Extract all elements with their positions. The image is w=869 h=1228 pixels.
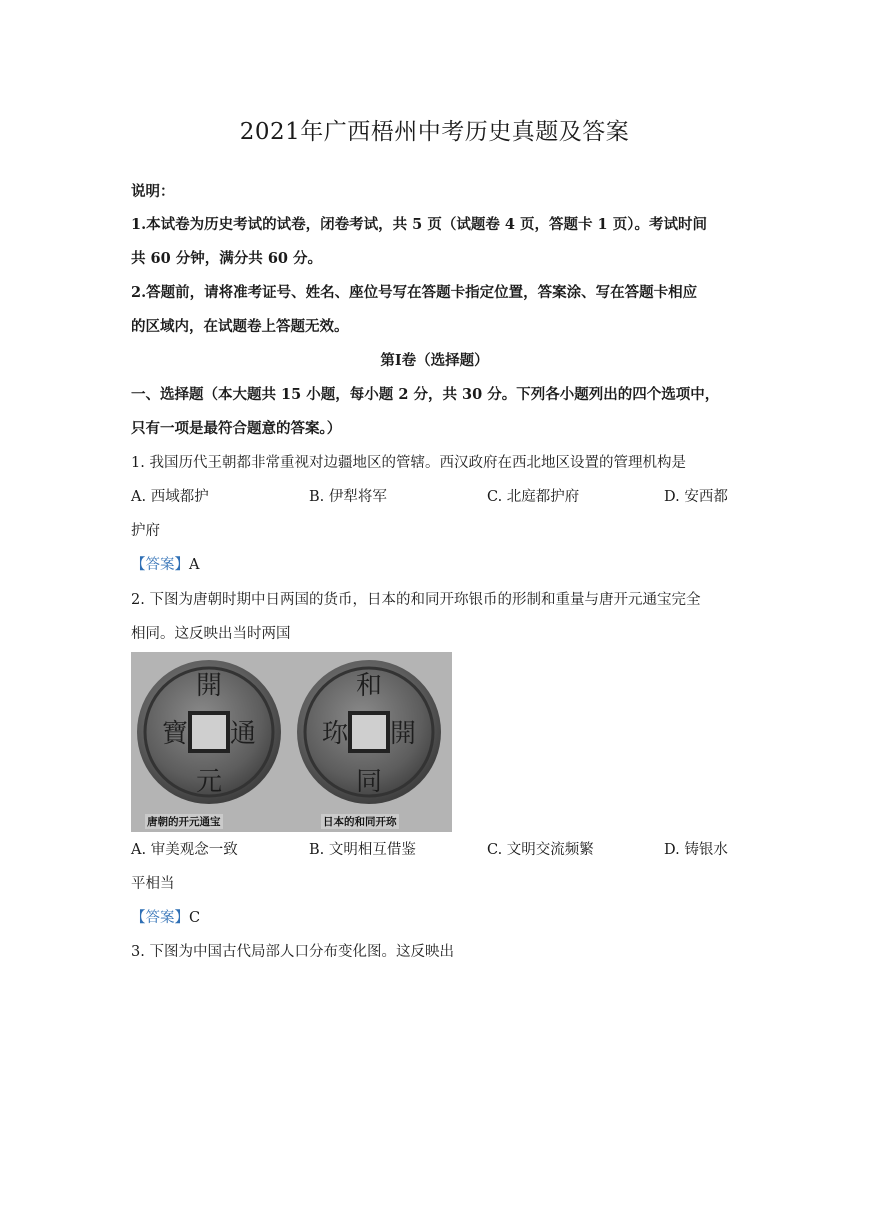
section-intro-line-2: 只有一项是最符合题意的答案。） — [131, 420, 342, 437]
right-coin-caption: 日本的和同开珎 — [323, 816, 397, 828]
question-1-option-b: B. 伊犁将军 — [309, 489, 387, 505]
coin-char: 寶 — [161, 719, 189, 749]
wado-kaichin-coin — [297, 660, 441, 804]
question-1-stem: 1. 我国历代王朝都非常重视对边疆地区的管辖。西汉政府在西北地区设置的管理机构是 — [131, 455, 686, 471]
coin-char: 和 — [355, 671, 383, 701]
coin-char: 開 — [389, 719, 417, 749]
question-2-option-b: B. 文明相互借鉴 — [309, 842, 416, 858]
question-2-answer — [131, 907, 741, 929]
kaiyuan-tongbao-coin — [137, 660, 281, 804]
question-2-option-d: D. 铸银水 — [664, 842, 728, 858]
page-title: 2021年广西梧州中考历史真题及答案 — [239, 119, 630, 145]
answer-label: 【答案】 — [131, 910, 189, 926]
coin-char: 同 — [355, 767, 383, 797]
answer-value: A — [189, 557, 200, 573]
answer-label: 【答案】 — [131, 557, 189, 573]
section-title: 第Ⅰ卷（选择题） — [380, 352, 489, 369]
question-1-option-c: C. 北庭都护府 — [487, 489, 580, 505]
question-1-option-d: D. 安西都 — [664, 489, 728, 505]
instruction-2-line-1: 2.答题前，请将准考证号、姓名、座位号写在答题卡指定位置，答案涂、写在答题卡相应 — [131, 284, 698, 301]
question-3-stem: 3. 下图为中国古代局部人口分布变化图。这反映出 — [131, 944, 454, 960]
coin-char: 開 — [195, 671, 223, 701]
question-1-answer — [131, 554, 741, 576]
question-2-stem-line-2: 相同。这反映出当时两国 — [131, 626, 291, 642]
question-2-option-a: A. 审美观念一致 — [131, 842, 238, 858]
coin-char: 通 — [229, 719, 257, 749]
question-2-option-c: C. 文明交流频繁 — [487, 842, 594, 858]
coin-photo — [131, 652, 452, 832]
question-2-option-wrap: 平相当 — [131, 876, 175, 892]
section-intro-line-1: 一、选择题（本大题共 15 小题，每小题 2 分，共 30 分。下列各小题列出的四个选项中， — [131, 386, 720, 403]
coin-figure — [131, 652, 452, 832]
question-2-stem-line-1: 2. 下图为唐朝时期中日两国的货币，日本的和同开珎银币的形制和重量与唐开元通宝完全 — [131, 592, 701, 608]
instruction-2-line-2: 的区域内，在试题卷上答题无效。 — [131, 318, 349, 335]
coin-char: 元 — [195, 767, 223, 797]
question-1-option-wrap: 护府 — [131, 523, 160, 539]
left-coin-caption: 唐朝的开元通宝 — [147, 816, 221, 828]
instructions-heading: 说明： — [131, 183, 175, 200]
coin-char: 珎 — [321, 719, 349, 749]
instruction-1-line-1: 1.本试卷为历史考试的试卷，闭卷考试，共 5 页（试题卷 4 页，答题卡 1 页）。考试时间 — [131, 216, 707, 233]
question-1-option-a: A. 西域都护 — [131, 489, 209, 505]
answer-value: C — [189, 910, 201, 926]
instruction-1-line-2: 共 60 分钟，满分共 60 分。 — [131, 250, 323, 267]
